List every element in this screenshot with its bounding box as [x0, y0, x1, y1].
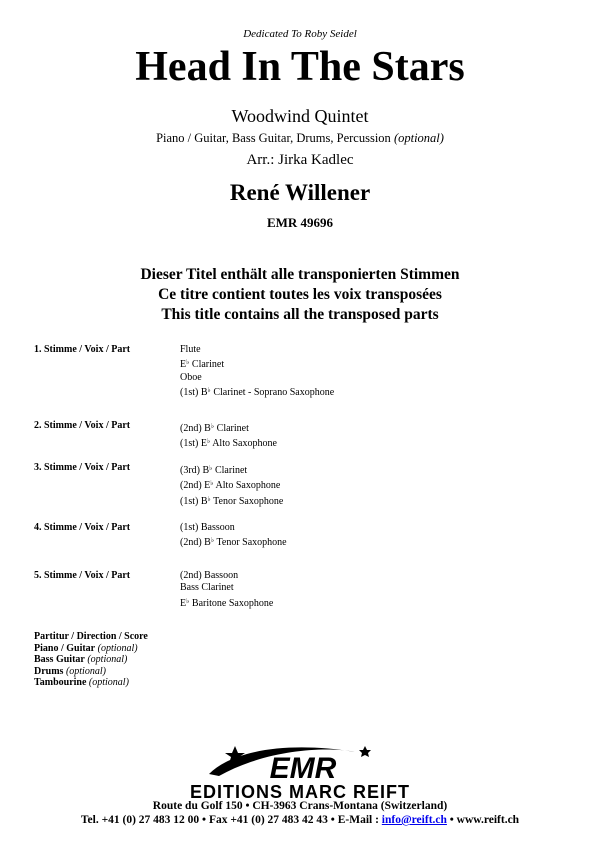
- instrument-order: (2nd): [180, 570, 205, 581]
- part-row: [34, 570, 574, 609]
- instrument-name: Tenor Saxophone: [214, 537, 287, 549]
- part-row: [34, 420, 574, 450]
- instrument-line: [180, 595, 273, 610]
- part-label: 2. Stimme / Voix / Part: [34, 420, 131, 431]
- extra-part-note: (optional): [65, 665, 106, 677]
- extra-part-name: Partitur / Direction / Score: [34, 631, 148, 642]
- instrument-line: [180, 384, 334, 399]
- contact-website: • www.reift.ch: [446, 814, 520, 826]
- ensemble-subtitle: Woodwind Quintet: [231, 106, 369, 126]
- publisher-contact: [0, 814, 600, 826]
- arranger: Arr.: Jirka Kadlec: [246, 152, 354, 168]
- instrument-key: B: [204, 423, 211, 434]
- instrument-order: (2nd): [180, 480, 205, 492]
- instrument-name: Tenor Saxophone: [210, 495, 284, 507]
- flat-sign-icon: ♭: [186, 596, 190, 605]
- instrument-name: Baritone Saxophone: [189, 597, 274, 609]
- instrument-key: E: [204, 480, 211, 492]
- flat-sign-icon: ♭: [207, 385, 211, 394]
- instrument-line: [180, 372, 334, 384]
- instrument-key: E: [180, 359, 187, 371]
- instrumentation-optional: (optional): [393, 131, 444, 145]
- catalog-number: EMR 49696: [266, 215, 334, 230]
- notice-english: This title contains all the transposed parts: [161, 306, 439, 323]
- extra-part-name: Bass Guitar: [34, 654, 85, 665]
- notice-german: Dieser Titel enthält alle transponierten Stimmen: [140, 266, 460, 283]
- extra-part-note: (optional): [88, 677, 129, 688]
- instrument-line: [180, 570, 273, 582]
- instrument-line: [180, 356, 334, 371]
- instrument-name: Bass Clarinet: [180, 582, 234, 594]
- extra-part-line: [34, 666, 148, 678]
- part-instrument-list: [180, 420, 277, 451]
- instrument-key: E: [180, 597, 187, 609]
- instrument-name: Clarinet: [189, 359, 225, 371]
- instrument-key: B: [204, 537, 211, 549]
- instrument-name: Clarinet: [214, 423, 249, 434]
- flat-sign-icon: ♭: [210, 479, 214, 488]
- part-label: 5. Stimme / Voix / Part: [34, 570, 131, 581]
- instrument-name: Clarinet: [212, 465, 248, 476]
- extra-part-name: Drums: [34, 665, 64, 677]
- instrument-line: [180, 522, 287, 534]
- part-instrument-list: [180, 522, 287, 550]
- dedication: Dedicated To Roby Seidel: [243, 28, 357, 40]
- part-instrument-list: [180, 344, 334, 399]
- flat-sign-icon: ♭: [206, 437, 211, 446]
- extra-part-line: [34, 643, 148, 655]
- instrument-line: [180, 493, 283, 508]
- publisher-address: Route du Golf 150 • CH-3963 Crans-Montana (Switzerland): [152, 800, 448, 812]
- instrument-order: (3rd): [180, 465, 203, 476]
- flat-sign-icon: ♭: [207, 494, 211, 503]
- instrument-name: Clarinet - Soprano Saxophone: [210, 386, 335, 398]
- extra-part-line: [34, 654, 148, 666]
- instrument-order: (2nd): [180, 423, 205, 434]
- instrument-name: Alto Saxophone: [213, 480, 281, 492]
- part-instrument-list: [180, 570, 273, 610]
- notice-french: Ce titre contient toutes les voix transposées: [158, 286, 442, 303]
- extra-parts-list: [34, 631, 148, 689]
- instrument-name: Flute: [180, 344, 201, 355]
- flat-sign-icon: ♭: [210, 422, 215, 430]
- part-label: 1. Stimme / Voix / Part: [34, 344, 131, 355]
- logo-star-small-icon: [359, 746, 371, 757]
- instrument-order: (1st): [180, 438, 201, 450]
- instrument-line: [180, 534, 287, 549]
- extra-part-name: Tambourine: [34, 677, 87, 688]
- publisher-name: EDITIONS MARC REIFT: [190, 782, 410, 802]
- instrumentation-line: [0, 131, 600, 146]
- instrument-line: [180, 344, 334, 356]
- part-label: 4. Stimme / Voix / Part: [34, 522, 131, 533]
- instrument-name: Alto Saxophone: [210, 438, 277, 450]
- email-link[interactable]: info@reift.ch: [381, 814, 447, 826]
- flat-sign-icon: ♭: [209, 464, 213, 472]
- logo-text: EMR: [269, 752, 337, 785]
- instrument-key: E: [200, 438, 207, 450]
- part-label: 3. Stimme / Voix / Part: [34, 462, 131, 473]
- extra-part-line: [34, 631, 148, 643]
- instrument-key: B: [202, 465, 210, 476]
- extra-part-name: Piano / Guitar: [34, 642, 96, 654]
- instrument-order: (1st): [180, 522, 201, 533]
- composer: René Willener: [229, 180, 371, 205]
- instrument-order: (1st): [180, 386, 201, 398]
- instrument-key: B: [200, 386, 208, 398]
- instrumentation-text: Piano / Guitar, Bass Guitar, Drums, Percussion: [156, 131, 391, 145]
- part-row: [34, 344, 574, 398]
- instrument-line: [180, 477, 283, 492]
- instrument-name: Bassoon: [200, 522, 235, 533]
- instrument-line: [180, 435, 277, 450]
- extra-part-note: (optional): [97, 642, 138, 654]
- instrument-order: (2nd): [180, 537, 205, 549]
- flat-sign-icon: ♭: [210, 536, 215, 545]
- part-row: [34, 462, 574, 507]
- extra-part-line: [34, 677, 148, 689]
- instrument-name: Bassoon: [204, 570, 239, 581]
- instrument-line: [180, 420, 277, 435]
- flat-sign-icon: ♭: [186, 358, 190, 367]
- instrument-line: [180, 462, 283, 477]
- part-instrument-list: [180, 462, 283, 508]
- instrument-line: [180, 582, 273, 594]
- part-row: [34, 522, 574, 549]
- instrument-key: B: [200, 495, 208, 507]
- instrument-name: Oboe: [180, 371, 202, 383]
- page-title: Head In The Stars: [135, 44, 465, 90]
- extra-part-note: (optional): [87, 654, 128, 665]
- instrument-order: (1st): [180, 495, 201, 507]
- contact-phone-fax: Tel. +41 (0) 27 483 12 00 • Fax +41 (0) 27 483 42 43 • E-Mail :: [80, 814, 382, 826]
